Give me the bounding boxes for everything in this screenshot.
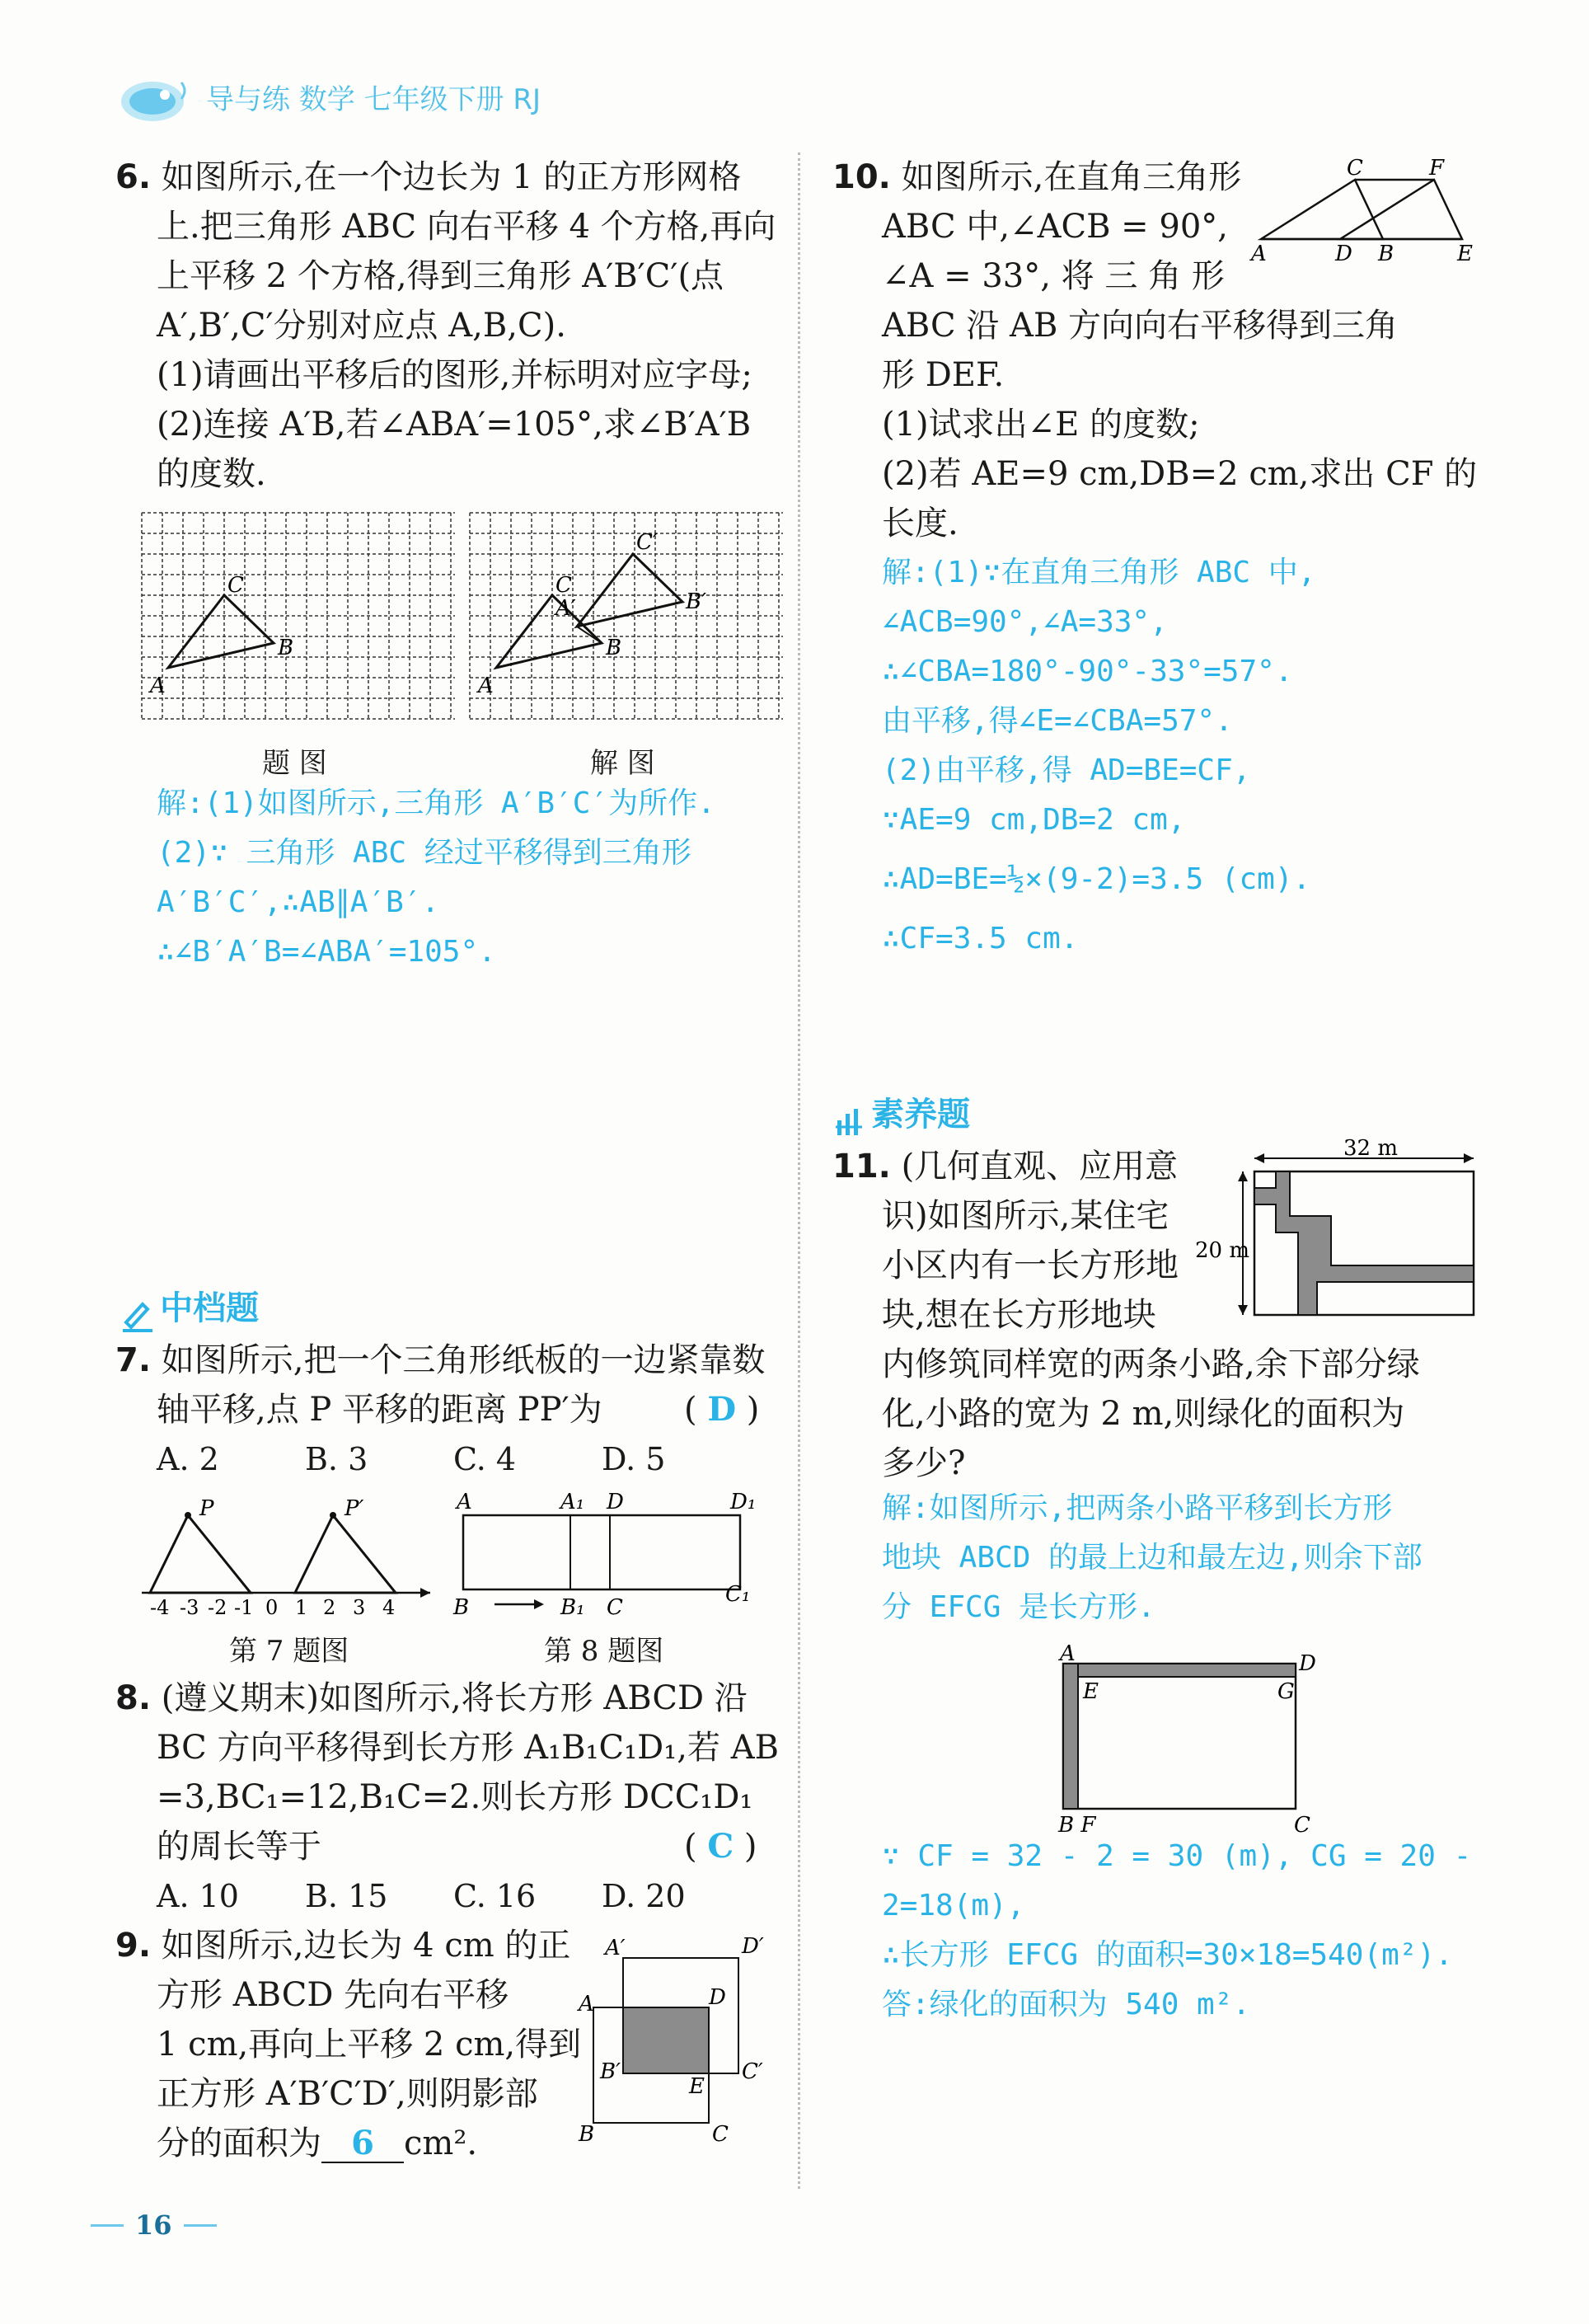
- q11-line-2: 小区内有一长方形地: [882, 1247, 1179, 1284]
- q7-line-1: 轴平移,点 P 平移的距离 PP′为: [157, 1391, 602, 1429]
- q8-label-B1: B₁: [560, 1595, 585, 1620]
- q10-line-2: ∠A = 33°, 将 三 角 形: [882, 257, 1225, 295]
- q10-figure: [1244, 157, 1484, 264]
- page-rule-left: [91, 2224, 124, 2227]
- q6-answer: [157, 779, 715, 977]
- q9-line-2: 1 cm,再向上平移 2 cm,得到: [157, 2026, 582, 2063]
- q11-answer1-1: 地块 ABCD 的最上边和最左边,则余下部: [882, 1541, 1423, 1575]
- q11-height-label: 20 m: [1195, 1238, 1250, 1263]
- q6-line-1: 上.把三角形 ABC 向右平移 4 个方格,再向: [157, 208, 776, 246]
- q11s-label-D: D: [1299, 1651, 1316, 1676]
- q10-answer: [882, 548, 1315, 964]
- q8-line-2: =3,BC₁=12,B₁C=2.则长方形 DCC₁D₁: [157, 1778, 753, 1816]
- q8-label-B: B: [453, 1595, 470, 1620]
- q6s-label-A1: A′: [555, 596, 576, 621]
- q11-answer2-2: ∴长方形 EFCG 的面积=30×18=540(m²).: [882, 1938, 1453, 1972]
- q9-label-B1: B′: [600, 2059, 621, 2084]
- section-literacy-header: [834, 1088, 970, 1139]
- q7-answer: D: [707, 1390, 737, 1429]
- q9-number: 9.: [115, 1927, 152, 1965]
- q6-figure-problem: [142, 513, 455, 724]
- q10-answer-7: ∴CF=3.5 cm.: [882, 922, 1079, 955]
- q6s-label-C1: C′: [636, 530, 658, 555]
- page-rule-right: [184, 2224, 217, 2227]
- q11-figure: [1195, 1136, 1484, 1323]
- q8-label-C: C: [607, 1595, 623, 1620]
- q6-line-2: 上平移 2 个方格,得到三角形 A′B′C′(点: [157, 257, 724, 295]
- q11s-label-E: E: [1083, 1679, 1099, 1704]
- q10-line-5: (1)试求出∠E 的度数;: [882, 406, 1200, 444]
- q8-number: 8.: [115, 1679, 152, 1717]
- q9-label-E: E: [689, 2074, 705, 2099]
- q7-line-0: 如图所示,把一个三角形纸板的一边紧靠数: [161, 1341, 766, 1379]
- q6s-label-B: B: [606, 636, 622, 660]
- q6-answer-2: A′B′C′,∴AB∥A′B′.: [157, 885, 440, 919]
- question-8: [115, 1674, 779, 1921]
- q6-caption-right: 解 图: [590, 747, 655, 780]
- q11-line-5: 化,小路的宽为 2 m,则绿化的面积为: [882, 1395, 1405, 1433]
- q7-tick-6: 2: [323, 1596, 336, 1619]
- q9-figure: [577, 1925, 764, 2148]
- q6-answer-0: 解:(1)如图所示,三角形 A′B′C′为所作.: [157, 786, 715, 820]
- q9-label-B: B: [579, 2122, 595, 2147]
- q6-label-B: B: [278, 636, 294, 660]
- q7-choice-a: A. 2: [157, 1441, 219, 1477]
- q6-answer-3: ∴∠B′A′B=∠ABA′=105°.: [157, 935, 496, 969]
- q8-answer: C: [707, 1827, 734, 1866]
- q7-tick-3: -1: [234, 1596, 254, 1619]
- q8-label-A1: A₁: [560, 1490, 585, 1514]
- page-number-footer: [91, 2209, 217, 2241]
- q10-line-7: 长度.: [882, 505, 959, 542]
- q7-tick-0: -4: [150, 1596, 170, 1619]
- q8-figure: [445, 1491, 775, 1622]
- q11-width-label: 32 m: [1343, 1136, 1399, 1161]
- question-9: [115, 1921, 581, 2168]
- q10-line-0: 如图所示,在直角三角形: [901, 158, 1242, 196]
- column-divider: [798, 153, 800, 2189]
- q9-line-1: 方形 ABCD 先向右平移: [157, 1976, 509, 2014]
- q10-answer-6: ∴AD=BE=½×(9-2)=3.5 (cm).: [882, 862, 1311, 896]
- q11-answer2-3: 答:绿化的面积为 540 m².: [882, 1988, 1251, 2021]
- q11s-label-G: G: [1277, 1679, 1295, 1704]
- q9-label-D: D: [709, 1985, 726, 2010]
- logo-icon: [115, 70, 198, 128]
- q10-label-E: E: [1457, 242, 1473, 266]
- q10-line-3: ABC 沿 AB 方向向右平移得到三角: [882, 307, 1399, 345]
- q8-line-0: (遵义期末)如图所示,将长方形 ABCD 沿: [161, 1679, 748, 1717]
- q7-tick-2: -2: [208, 1596, 227, 1619]
- q9-answer: 6: [321, 2125, 404, 2163]
- q6s-label-B1: B′: [686, 589, 707, 614]
- q7-tick-5: 1: [295, 1596, 308, 1619]
- q8-label-A: A: [457, 1490, 472, 1514]
- q11-line-3: 块,想在长方形地块: [882, 1296, 1156, 1334]
- q10-answer-5: ∵AE=9 cm,DB=2 cm,: [882, 803, 1186, 837]
- q8-choice-d: D. 20: [602, 1878, 686, 1914]
- q7-tick-7: 3: [353, 1596, 366, 1619]
- q6-line-6: 的度数.: [157, 455, 266, 493]
- q6s-label-A: A: [478, 674, 494, 698]
- q8-choice-a: A. 10: [157, 1878, 239, 1914]
- q9-line-3: 正方形 A′B′C′D′,则阴影部: [157, 2075, 538, 2113]
- q10-line-1: ABC 中,∠ACB = 90°,: [882, 208, 1229, 246]
- q8-answer-bracket: ( C ): [684, 1827, 757, 1866]
- signal-bars-icon: [834, 1106, 867, 1139]
- q7-label-P: P: [199, 1496, 214, 1521]
- q9-label-A1: A′: [605, 1936, 626, 1960]
- q7-tick-8: 4: [382, 1596, 396, 1619]
- page-number: 16: [135, 2209, 172, 2241]
- q11-answer-part1: [882, 1484, 1423, 1632]
- q10-number: 10.: [832, 158, 891, 196]
- q10-answer-2: ∴∠CBA=180°-90°-33°=57°.: [882, 655, 1293, 688]
- pencil-icon: [120, 1298, 156, 1334]
- q8-line-3: 的周长等于: [157, 1828, 321, 1866]
- q10-label-B: B: [1378, 242, 1394, 266]
- q11-line-6: 多少?: [882, 1444, 966, 1482]
- q11-answer2-1: 2=18(m),: [882, 1889, 1025, 1923]
- q7-choice-d: D. 5: [602, 1441, 666, 1477]
- q8-choice-c: C. 16: [453, 1878, 537, 1914]
- q9-line-0: 如图所示,边长为 4 cm 的正: [161, 1927, 571, 1965]
- q6-label-A: A: [150, 674, 166, 698]
- q6-number: 6.: [115, 158, 152, 196]
- q10-answer-0: 解:(1)∵在直角三角形 ABC 中,: [882, 556, 1316, 589]
- q9-label-C: C: [712, 2122, 729, 2147]
- q10-answer-4: (2)由平移,得 AD=BE=CF,: [882, 754, 1251, 787]
- q8-label-C1: C₁: [725, 1582, 751, 1607]
- q6-label-C: C: [227, 573, 244, 598]
- q9-label-C1: C′: [742, 2059, 763, 2084]
- q7-choice-c: C. 4: [453, 1441, 517, 1477]
- q10-answer-3: 由平移,得∠E=∠CBA=57°.: [882, 704, 1233, 738]
- q11-line-1: 识)如图所示,某住宅: [882, 1197, 1169, 1235]
- q6-line-4: (1)请画出平移后的图形,并标明对应字母;: [157, 356, 752, 394]
- q11s-label-BF: B F: [1058, 1813, 1096, 1838]
- q10-answer-1: ∠ACB=90°,∠A=33°,: [882, 605, 1168, 639]
- q6-figure-solution: [470, 513, 783, 724]
- q8-line-1: BC 方向平移得到长方形 A₁B₁C₁D₁,若 AB: [157, 1729, 779, 1767]
- section-literacy-title: 素养题: [871, 1096, 971, 1134]
- header-title: 导与练 数学 七年级下册 RJ: [206, 83, 541, 116]
- q7-choice-b: B. 3: [305, 1441, 368, 1477]
- q6-answer-1: (2)∵ 三角形 ABC 经过平移得到三角形: [157, 836, 691, 870]
- q11-answer1-0: 解:如图所示,把两条小路平移到长方形: [882, 1491, 1393, 1525]
- q6s-label-C: C: [555, 573, 572, 598]
- q9-unit: cm².: [404, 2124, 478, 2162]
- q11-solution-figure: [1047, 1641, 1327, 1838]
- q7-caption: 第 7 题图: [229, 1635, 349, 1668]
- q7-label-P1: P′: [345, 1496, 364, 1521]
- section-mid-header: [120, 1282, 259, 1334]
- section-mid-title: 中档题: [160, 1289, 260, 1327]
- q11-line-0: (几何直观、应用意: [901, 1148, 1179, 1185]
- question-7: [115, 1336, 765, 1484]
- q7-tick-1: -3: [180, 1596, 199, 1619]
- q8-choice-b: B. 15: [305, 1878, 388, 1914]
- q10-label-F: F: [1429, 156, 1445, 181]
- q11s-label-C: C: [1294, 1813, 1310, 1838]
- q10-line-4: 形 DEF.: [882, 356, 1005, 394]
- q8-label-D: D: [607, 1490, 624, 1514]
- q7-number: 7.: [115, 1341, 152, 1379]
- q11-answer1-2: 分 EFCG 是长方形.: [882, 1590, 1155, 1624]
- q10-line-6: (2)若 AE=9 cm,DB=2 cm,求出 CF 的: [882, 455, 1478, 493]
- q8-label-D1: D₁: [730, 1490, 757, 1514]
- q8-caption: 第 8 题图: [544, 1635, 664, 1668]
- q9-label-A: A: [579, 1992, 594, 2016]
- q11-number: 11.: [832, 1148, 891, 1185]
- q11-answer2-0: ∵ CF = 32 - 2 = 30 (m), CG = 20 -: [882, 1839, 1472, 1873]
- q11s-label-A: A: [1060, 1641, 1076, 1666]
- q7-tick-4: 0: [265, 1596, 279, 1619]
- q10-label-A: A: [1251, 242, 1267, 266]
- q10-label-D: D: [1335, 242, 1352, 266]
- q7-answer-bracket: ( D ): [684, 1390, 760, 1429]
- q6-line-5: (2)连接 A′B,若∠ABA′=105°,求∠B′A′B: [157, 406, 752, 444]
- q9-label-D1: D′: [742, 1934, 764, 1959]
- q11-answer-part2: [882, 1832, 1471, 2030]
- q6-line-3: A′,B′,C′分别对应点 A,B,C).: [157, 307, 566, 345]
- question-6: [115, 153, 776, 499]
- q6-caption-left: 题 图: [262, 747, 327, 780]
- q11-line-4: 内修筑同样宽的两条小路,余下部分绿: [882, 1345, 1420, 1383]
- q6-line-0: 如图所示,在一个边长为 1 的正方形网格: [161, 158, 742, 196]
- q9-line-4: 分的面积为: [157, 2124, 321, 2162]
- q10-label-C: C: [1347, 156, 1363, 181]
- q7-figure: [142, 1492, 438, 1619]
